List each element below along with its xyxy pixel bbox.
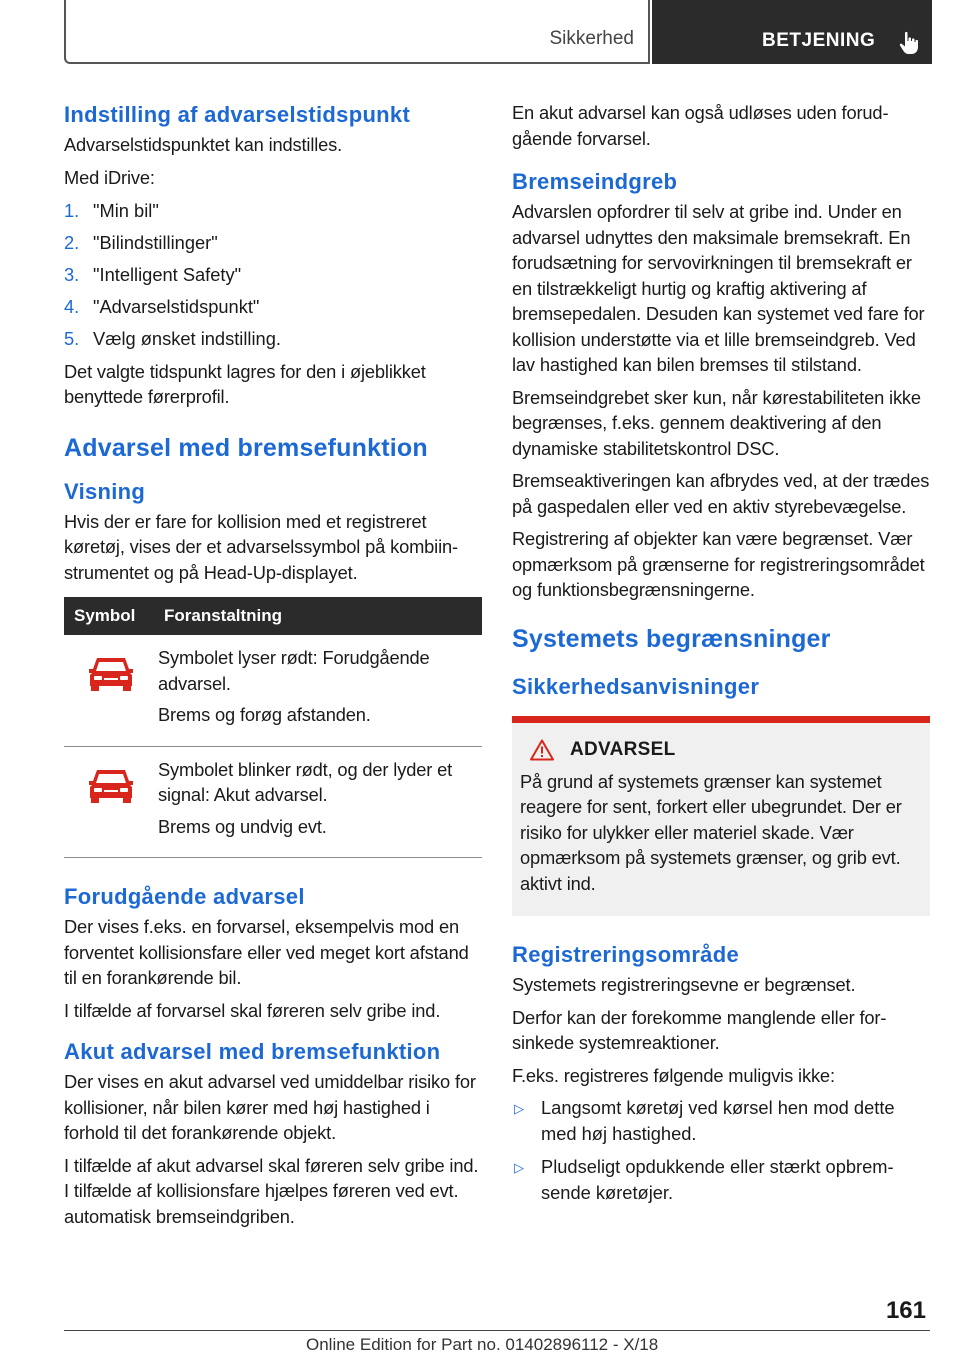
list-item — [64, 326, 482, 352]
warning-text: På grund af systemets grænser kan systemet reagere for sent, forkert eller ubegrundet. Der er risiko for ulykker eller materiel skade. Vær opmærksom på systemets grænser, og grib evt. aktivt ind. — [520, 770, 902, 894]
list-item — [512, 1154, 930, 1205]
left-column — [64, 100, 482, 1236]
step-number: 3. — [64, 264, 80, 285]
hand-pointer-icon — [896, 30, 922, 56]
warning-header — [520, 739, 922, 761]
text-brake-4: Registrering af objekter kan være begrænset. Vær opmærksom på grænserne for registreringsområdet og funktionsbegrænsningerne. — [512, 528, 925, 600]
text-acute: Der vises en akut advarsel ved umiddelbar risiko for kollisioner, når bilen kører med høj hastighed i forhold til det forankørende objekt. — [64, 1071, 476, 1143]
bullet-triangle-icon: ▷ — [514, 1101, 524, 1116]
list-item — [64, 198, 482, 224]
action-cell — [158, 635, 482, 746]
table-row — [64, 635, 482, 746]
action-text: Brems og undvig evt. — [158, 815, 327, 837]
heading-system-limits: Systemets begrænsninger — [512, 624, 831, 653]
text-pre-warning-action: I tilfælde af forvarsel skal føreren selv gribe ind. — [64, 999, 441, 1021]
footer-edition: Online Edition for Part no. 01402896112 - X/18 — [306, 1335, 659, 1354]
symbol-cell — [64, 635, 158, 746]
symbol-table — [64, 597, 482, 858]
heading-acute-warning: Akut advarsel med bremsefunktion — [64, 1039, 441, 1064]
column-header-action: Foranstaltning — [158, 597, 482, 635]
action-cell — [158, 746, 482, 858]
heading-brake-warning: Advarsel med bremsefunktion — [64, 433, 428, 462]
warning-title: ADVARSEL — [570, 738, 676, 760]
text-without-pre-warning: En akut advarsel kan også udløses uden forudgående forvarsel. — [512, 102, 889, 149]
heading-safety-notes: Sikkerhedsanvisninger — [512, 673, 760, 699]
text-saved: Det valgte tidspunkt lagres for den i øjeblikket benyttede førerprofil. — [64, 360, 426, 407]
text-adjustable: Advarselstidspunktet kan indstilles. — [64, 134, 343, 155]
step-text: "Bilindstillinger" — [93, 232, 218, 253]
text-detection-1: Systemets registreringsevne er begrænset. — [512, 974, 856, 995]
symbol-cell — [64, 746, 158, 858]
step-number: 4. — [64, 296, 80, 317]
heading-detection-range: Registreringsområde — [512, 942, 739, 967]
warning-box — [512, 716, 930, 917]
heading-pre-warning: Forudgående advarsel — [64, 884, 305, 909]
step-number: 5. — [64, 328, 80, 349]
text-brake-1: Advarslen opfordrer til selv at gribe ind. Under en advarsel udnyttes den maksimale bremsekraft. En forudsætning for servovirkningen til bremsekraft er en tilstrækkeligt hurtig og kraftig aktivering af bremsepedalen. Desuden kan systemet ved fare for kollision understøtte via et lille bremseindgreb. Ved lav hastighed kan bilen bremses til stilstand. — [512, 201, 925, 375]
step-text: "Min bil" — [93, 200, 159, 221]
table-row — [64, 746, 482, 858]
bullet-triangle-icon: ▷ — [514, 1160, 524, 1175]
header-chapter-title: BETJENING — [762, 30, 876, 51]
car-front-warning-icon — [86, 653, 136, 693]
step-text: "Advarselstidspunkt" — [93, 296, 260, 317]
warning-triangle-icon — [530, 739, 554, 761]
header-section-title: Sikkerhed — [549, 28, 634, 49]
car-front-warning-icon — [86, 765, 136, 805]
idrive-steps-list — [64, 198, 482, 352]
list-item — [64, 294, 482, 320]
text-idrive: Med iDrive: — [64, 166, 155, 188]
detection-limits-list — [512, 1095, 930, 1205]
bullet-text: Langsomt køretøj ved kørsel hen mod dette med høj hastighed. — [541, 1097, 895, 1144]
text-display: Hvis der er fare for kollision med et registreret køretøj, vises der et advarselssymbol på kombiinstrumentet og på Head-Up-displayet. — [64, 510, 459, 583]
page-number: 161 — [885, 1297, 926, 1324]
text-acute-action: I tilfælde af akut advarsel skal føreren selv gribe ind. I tilfælde af kollisionsfare hjælpes føreren ved evt. automatisk bremseindgriben. — [64, 1154, 479, 1227]
step-text: Vælg ønsket indstilling. — [93, 328, 281, 349]
text-pre-warning: Der vises f.eks. en forvarsel, eksempelvis mod en forventet kollisionsfare eller ved meget kort afstand til en forankørende bil. — [64, 916, 469, 988]
step-text: "Intelligent Safety" — [93, 264, 242, 285]
text-brake-3: Bremseaktiveringen kan afbrydes ved, at der trædes på gaspedalen eller ved en aktiv styrebevægelse. — [512, 470, 930, 517]
action-text: Symbolet lyser rødt: Forudgående advarsel. — [158, 647, 430, 694]
header-section-tab — [64, 0, 650, 64]
heading-brake-intervention: Bremseindgreb — [512, 169, 678, 194]
heading-warning-time: Indstilling af advarselstidspunkt — [64, 102, 411, 127]
table-header-row — [64, 597, 482, 635]
column-header-symbol: Symbol — [64, 597, 158, 635]
text-detection-3: F.eks. registreres følgende muligvis ikke: — [512, 1064, 835, 1086]
text-brake-2: Bremseindgrebet sker kun, når kørestabiliteten ikke begrænses, f.eks. gennem deaktivering af den dynamiske stabilitetskontrol DSC. — [512, 386, 921, 459]
list-item — [64, 262, 482, 288]
header-chapter-tab — [652, 0, 932, 64]
step-number: 1. — [64, 200, 80, 221]
text-detection-2: Derfor kan der forekomme manglende eller forsinkede systemreaktioner. — [512, 1006, 887, 1053]
action-text: Symbolet blinker rødt, og der lyder et signal: Akut advarsel. — [158, 758, 453, 805]
list-item — [512, 1095, 930, 1146]
footer-divider — [64, 1330, 930, 1331]
bullet-text: Pludseligt opdukkende eller stærkt opbremsende køretøjer. — [541, 1156, 894, 1203]
step-number: 2. — [64, 232, 80, 253]
list-item — [64, 230, 482, 256]
heading-display: Visning — [64, 478, 146, 504]
action-text: Brems og forøg afstanden. — [158, 704, 371, 725]
right-column — [512, 100, 930, 1213]
